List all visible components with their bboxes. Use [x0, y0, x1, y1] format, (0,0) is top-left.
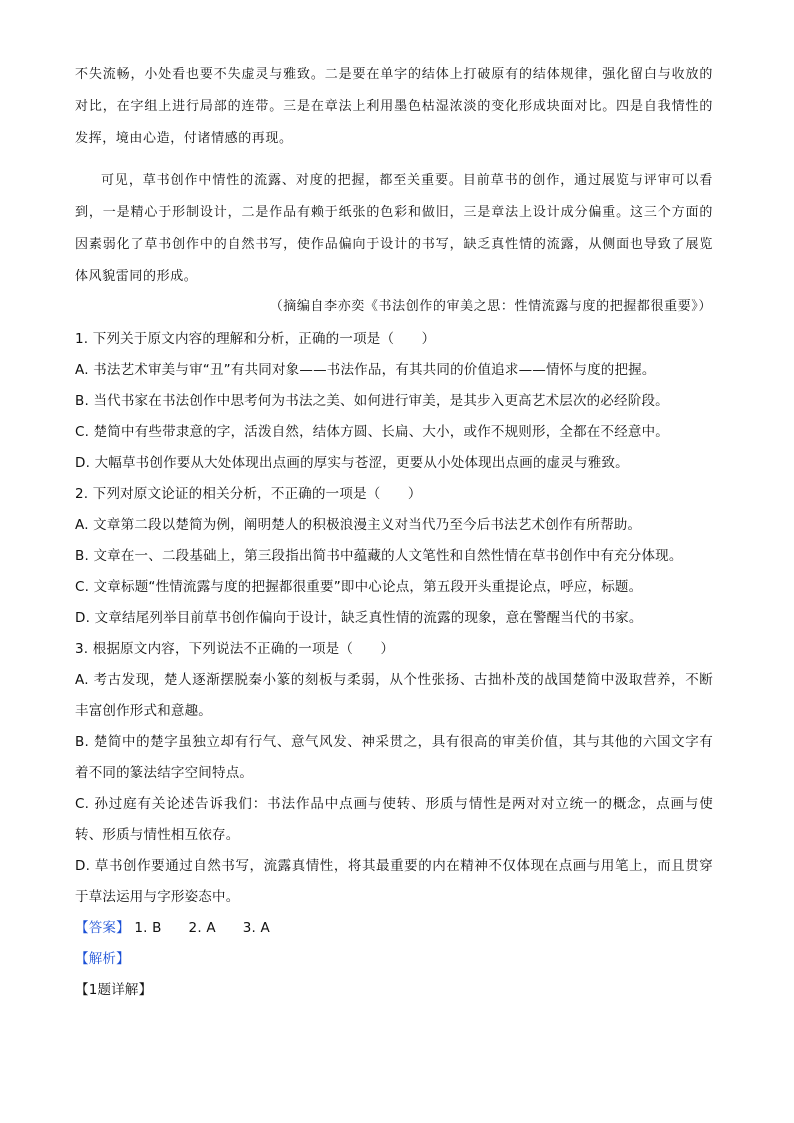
question-3-stem: 3. 根据原文内容，下列说法不正确的一项是（ ）	[75, 641, 395, 657]
question-2-option-c: C. 文章标题“性情流露与度的把握都很重要”即中心论点，第五段开头重提论点，呼应，标题。	[75, 579, 643, 595]
answer-3: 3. A	[242, 920, 270, 936]
passage-line-1: 不失流畅，小处看也要不失虚灵与雅致。二是要在单字的结体上打破原有的结体规律，强化留白与收放的	[75, 67, 713, 82]
answer-2: 2. A	[188, 920, 216, 936]
question-3-option-a-line-1: A. 考古发现，楚人逐渐摆脱秦小篆的刻板与柔弱，从个性张扬、古拙朴茂的战国楚简中汲取营养，不断	[75, 672, 713, 688]
passage-line-2: 对比，在字组上进行局部的连带。三是在章法上利用墨色枯湿浓淡的变化形成块面对比。四是自我情性的	[75, 99, 713, 114]
question-1-option-c: C. 楚简中有些带隶意的字，活泼自然，结体方圆、长扁、大小，或作不规则形，全都在不经意中。	[75, 424, 670, 440]
question-3-option-b-line-2: 着不同的篆法结字空间特点。	[75, 765, 254, 781]
passage-line-6: 因素弱化了草书创作中的自然书写，使作品偏向于设计的书写，缺乏真性情的流露，从侧面也导致了展览	[75, 237, 713, 252]
passage-source: （摘编自李亦奕《书法创作的审美之思：性情流露与度的把握都很重要》）	[269, 299, 712, 314]
answer-tag: 【答案】	[75, 920, 130, 936]
question-2-option-b: B. 文章在一、二段基础上，第三段指出简书中蕴藏的人文笔性和自然性情在草书创作中有充分体现。	[75, 548, 683, 564]
question-1-option-d: D. 大幅草书创作要从大处体现出点画的厚实与苍涩，更要从小处体现出点画的虚灵与雅致。	[75, 455, 629, 471]
passage-line-4: 可见，草书创作中情性的流露、对度的把握，都至关重要。目前草书的创作，通过展览与评审可以看	[101, 173, 713, 188]
question-2-option-a: A. 文章第二段以楚简为例，阐明楚人的积极浪漫主义对当代乃至今后书法艺术创作有所帮助。	[75, 517, 642, 533]
question-3-option-a-line-2: 丰富创作形式和意趣。	[75, 703, 212, 719]
question-1-option-a: A. 书法艺术审美与审“丑”有共同对象——书法作品，有其共同的价值追求——情怀与度的把握。	[75, 362, 656, 378]
question-3-option-d-line-1: D. 草书创作要通过自然书写，流露真情性，将其最重要的内在精神不仅体现在点画与用笔上，而且贯穿	[75, 858, 713, 874]
question-2-stem: 2. 下列对原文论证的相关分析，不正确的一项是（ ）	[75, 486, 422, 502]
question-3-option-d-line-2: 于草法运用与字形姿态中。	[75, 889, 240, 905]
question-3-option-c-line-1: C. 孙过庭有关论述告诉我们：书法作品中点画与使转、形质与情性是两对对立统一的概念，点画与使	[75, 796, 713, 812]
question-3-option-c-line-2: 转、形质与情性相互依存。	[75, 827, 240, 843]
passage-line-7: 体风貌雷同的形成。	[75, 269, 198, 284]
question-2-option-d: D. 文章结尾列举目前草书创作偏向于设计，缺乏真性情的流露的现象，意在警醒当代的书家。	[75, 610, 643, 626]
analysis-tag: 【解析】	[75, 951, 130, 967]
passage-line-3: 发挥，境由心造，付诸情感的再现。	[75, 131, 293, 146]
answer-1: 1. B	[134, 920, 162, 936]
question-1-option-b: B. 当代书家在书法创作中思考何为书法之美、如何进行审美，是其步入更高艺术层次的必经阶段。	[75, 393, 669, 409]
detail-tag: 【1题详解】	[75, 982, 153, 998]
answer-line	[75, 919, 270, 937]
passage-line-5: 到，一是精心于形制设计，二是作品有赖于纸张的色彩和做旧，三是章法上设计成分偏重。这三个方面的	[75, 205, 713, 220]
question-1-stem: 1. 下列关于原文内容的理解和分析，正确的一项是（ ）	[75, 331, 436, 347]
question-3-option-b-line-1: B. 楚简中的楚字虽独立却有行气、意气风发、神采贯之，具有很高的审美价值，其与其他的六国文字有	[75, 734, 713, 750]
